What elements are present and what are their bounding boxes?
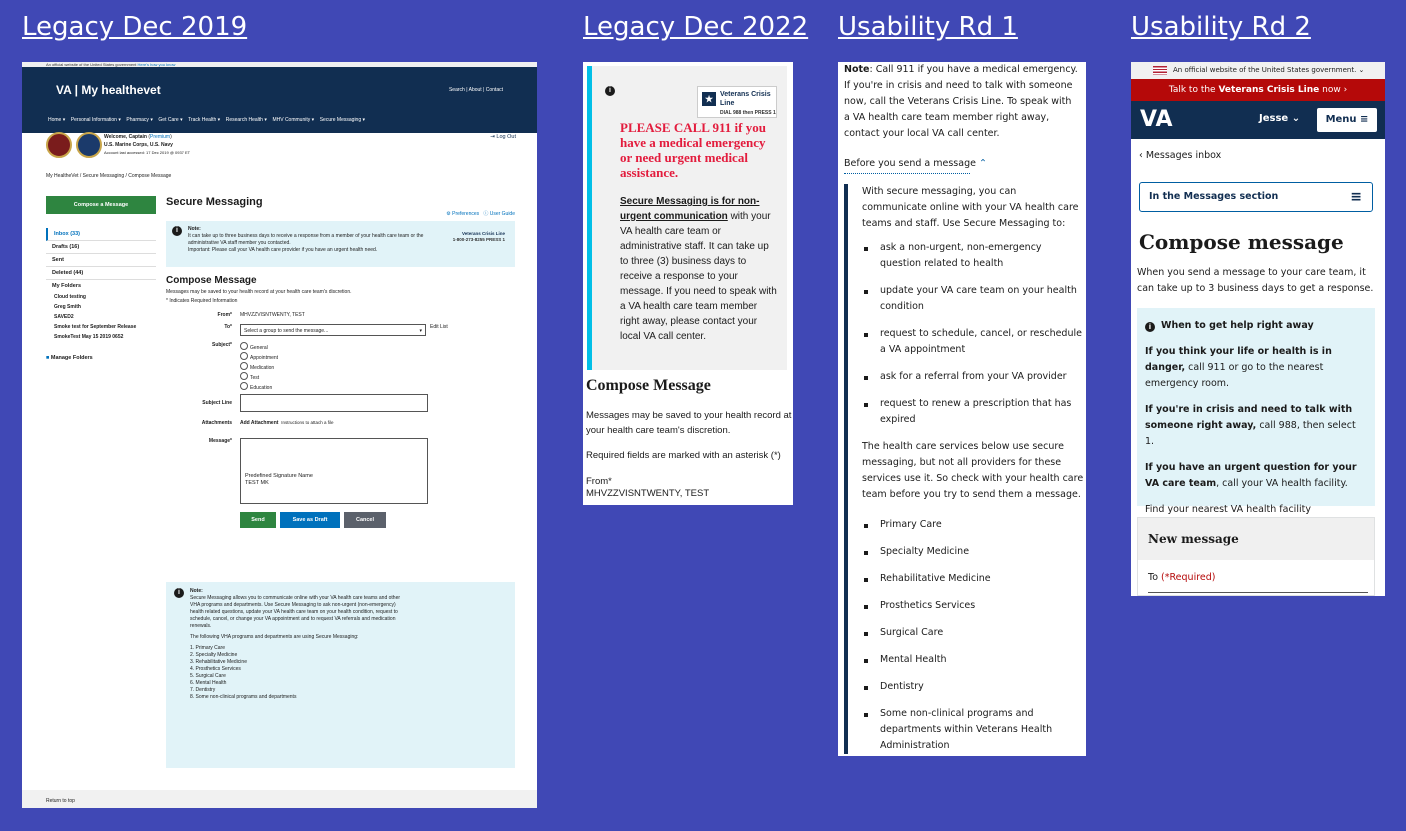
subject-row: Subject* General Appointment Medication Test Education xyxy=(211,342,279,391)
chevron-down-icon: ⌄ xyxy=(1358,66,1365,74)
navy-seal-icon xyxy=(76,132,102,158)
accordion-content: With secure messaging, you can communicate online with your VA health care teams and staff. Use Secure Messaging to: ask a non-urgent, non-emergency question related to health update your VA care team on your health condition request to schedule, cancel, or reschedule a VA appointment ask for a referral from your VA provider request to renew a prescription that has expired The health care services below use secure messaging, but not all providers for these services use it. So check with your health care team before you try to send them a message. Primary Care Specialty Medicine Rehabilitative Medicine Prosthetics Services Surgical Care Mental Health Dentistry Some non-clinical programs and departments within Veterans Health Administration xyxy=(844,184,1084,754)
facility-locator-link[interactable]: Find your nearest VA health facility xyxy=(1145,504,1311,515)
user-menu[interactable]: Jesse ⌄ xyxy=(1259,113,1301,124)
list-item: Specialty Medicine xyxy=(862,544,1084,560)
va-logo[interactable]: VA xyxy=(1140,107,1173,132)
list-item: Prosthetics Services xyxy=(862,598,1084,614)
add-attachment-link[interactable]: Add Attachment xyxy=(240,420,279,426)
menu-button[interactable]: Menu ≡ xyxy=(1317,108,1377,132)
chevron-down-icon: ⌄ xyxy=(1291,113,1301,124)
from-field: From* MHVZZVISNTWENTY, TEST xyxy=(586,476,710,499)
list-item: 8. Some non-clinical programs and departments xyxy=(190,694,297,700)
section-nav-button[interactable]: In the Messages section ≡ xyxy=(1139,182,1373,212)
from-row: From* MHVZZVISNTWENTY, TEST xyxy=(217,312,305,318)
column-title-usability-rd2: Usability Rd 2 xyxy=(1131,12,1311,42)
nav-item[interactable]: Secure Messaging xyxy=(319,117,362,123)
folder-deleted[interactable]: Deleted (44) xyxy=(46,267,156,280)
branch-text: U.S. Marine Corps, U.S. Navy xyxy=(104,142,173,148)
return-to-top-link[interactable]: Return to top xyxy=(46,798,75,804)
info-icon: i xyxy=(172,226,182,236)
list-item: Surgical Care xyxy=(862,625,1084,641)
list-item: 2. Specialty Medicine xyxy=(190,652,238,658)
call-988-link[interactable]: 988 xyxy=(1278,420,1297,431)
back-link[interactable]: ‹ Messages inbox xyxy=(1139,150,1222,161)
info-icon: i xyxy=(605,86,615,96)
mhv-logo[interactable]: VA | My healthevet xyxy=(56,83,161,97)
subject-radio[interactable]: Education xyxy=(240,382,278,392)
attach-instructions-link[interactable]: Instructions to attach a file xyxy=(281,420,334,425)
nav-item[interactable]: Personal Information xyxy=(70,117,117,123)
chevron-down-icon: ▾ xyxy=(419,328,422,334)
legacy-2019-screenshot xyxy=(22,62,537,808)
legacy-2022-screenshot: i ★ Veterans Crisis Line DIAL 988 then PRESS 1 PLEASE CALL 911 if you have a medical emergency or need urgent medical assistance. Secure Messaging is for non-urgent communication with your VA health care team or administrative staff. It can take up to three (3) business days to receive a response to your message. If you need to speak with a VA health care team member right away, please contact your local VA call center. Compose Message Messages may be saved to your health record at your health care team's discretion. Required fields are marked with an asterisk (*) From* MHVZZVISNTWENTY, TEST xyxy=(583,62,793,505)
hamburger-icon: ≡ xyxy=(1350,189,1362,205)
nav-item[interactable]: Pharmacy xyxy=(126,117,149,123)
nav-item[interactable]: Get Care xyxy=(158,117,179,123)
column-title-legacy-2019: Legacy Dec 2019 xyxy=(22,12,248,42)
site-header xyxy=(22,67,537,133)
help-alert: i When to get help right away If you think your life or health is in danger, call 911 or go to the nearest emergency room. If you're in crisis and need to talk with someone right away, call 988, then select 1. If you have an urgent question for your VA care team, call your VA health facility. Find your nearest VA health facility xyxy=(1137,308,1375,506)
list-item: Mental Health xyxy=(862,652,1084,668)
list-item: Rehabilitative Medicine xyxy=(862,571,1084,587)
welcome-text: Welcome, Captain xyxy=(104,134,147,140)
send-button[interactable]: Send xyxy=(240,512,276,528)
gov-banner[interactable]: An official website of the United States government. ⌄ xyxy=(1131,62,1385,79)
nav-item[interactable]: Home xyxy=(48,117,62,123)
logout-icon: ⇥ xyxy=(490,134,495,140)
folder-icon: ■ xyxy=(46,355,50,361)
message-row: Message* Predefined Signature Name TEST MK xyxy=(166,438,515,512)
list-item: Primary Care xyxy=(862,517,1084,533)
my-folders-heading: My Folders xyxy=(52,283,82,289)
list-item: 4. Prosthetics Services xyxy=(190,666,241,672)
hamburger-icon: ≡ xyxy=(1360,114,1369,125)
secure-messaging-note: i Note: Secure Messaging allows you to communicate online with your VA health care teams and other VHA programs and departments. Use Secure Messaging to ask non-urgent (non-emergency) health related questions, update your VA health care team on your health condition, request to schedule, cancel, or change your VA appointment and to request VA referrals and medication renewals. The following VHA programs and departments are using Secure Messaging: 1. Primary Care 2. Specialty Medicine 3. Rehabilitative Medicine 4. Prosthetics Services 5. Surgical Care 6. Mental Health 7. Dentistry 8. Some non-clinical programs and departments xyxy=(166,582,515,768)
last-accessed: Account last accessed: 17 Dec 2019 @ 0937 ET xyxy=(104,150,191,155)
compose-title: Compose Message xyxy=(586,377,711,394)
chevron-right-icon: › xyxy=(1343,85,1348,95)
list-item: update your VA care team on your health condition xyxy=(862,283,1084,315)
folder-inbox[interactable]: Inbox (33) xyxy=(46,228,156,241)
list-item: 3. Rehabilitative Medicine xyxy=(190,659,247,665)
list-item: 1. Primary Care xyxy=(190,645,226,651)
subject-radio[interactable]: Medication xyxy=(240,362,278,372)
custom-folder[interactable]: Smoke test for September Release xyxy=(54,324,137,330)
list-item: Some non-clinical programs and departments within Veterans Health Administration xyxy=(862,706,1084,754)
footer xyxy=(22,790,537,808)
custom-folder[interactable]: Cloud testing xyxy=(54,294,86,300)
preferences-link[interactable]: ⚙ Preferences xyxy=(446,211,480,217)
column-title-usability-rd1: Usability Rd 1 xyxy=(838,12,1018,42)
compose-message-button[interactable]: Compose a Message xyxy=(46,196,156,214)
subject-line-input[interactable] xyxy=(240,394,428,412)
list-item: request to schedule, cancel, or reschedule a VA appointment xyxy=(862,326,1084,358)
list-item: 7. Dentistry xyxy=(190,687,216,693)
to-label: To (*Required) xyxy=(1148,572,1216,583)
to-row: To* Select a group to send the message... ▾ Edit List xyxy=(166,324,515,342)
welcome-bar: Welcome, Captain (Premium) U.S. Marine Corps, U.S. Navy Account last accessed: 17 Dec 2019 @ 0937 ET ⇥ Log Out xyxy=(46,132,516,162)
cancel-button[interactable]: Cancel xyxy=(344,512,386,528)
call-911-link[interactable]: 911 xyxy=(896,64,915,75)
premium-badge: Premium xyxy=(150,134,171,140)
subject-radio[interactable]: Appointment xyxy=(240,352,278,362)
list-item: ask a non-urgent, non-emergency question related to health xyxy=(862,240,1084,272)
gov-banner: An official website of the United States government Here's how you know xyxy=(22,62,537,67)
custom-folder[interactable]: SAVED2 xyxy=(54,314,74,320)
before-you-send-accordion[interactable]: Before you send a message ⌃ xyxy=(844,158,987,169)
page-title: Secure Messaging xyxy=(166,196,263,208)
to-select[interactable]: Select a group to send the message... ▾ xyxy=(240,324,426,336)
marine-corps-seal-icon xyxy=(46,132,72,158)
custom-folder[interactable]: Greg Smith xyxy=(54,304,81,310)
header-links[interactable]: Search | About | Contact xyxy=(448,87,503,93)
subject-radio[interactable]: Test xyxy=(240,372,278,382)
manage-folders-link[interactable]: ■ Manage Folders xyxy=(46,355,93,361)
call-911-link[interactable]: 911 xyxy=(1207,362,1226,373)
subject-radio[interactable]: General xyxy=(240,342,278,352)
urgent-notice: PLEASE CALL 911 if you have a medical emergency or need urgent medical assistance. xyxy=(620,120,766,180)
nav-item[interactable]: Research Health xyxy=(225,117,263,123)
list-item: 5. Surgical Care xyxy=(190,673,226,679)
nav-item[interactable]: Track Health xyxy=(188,117,217,123)
column-title-legacy-2022: Legacy Dec 2022 xyxy=(583,12,809,42)
list-item: ask for a referral from your VA provider xyxy=(862,369,1084,385)
chevron-up-icon: ⌃ xyxy=(979,158,987,169)
gov-banner-link[interactable]: Here's how you know xyxy=(137,62,176,67)
emergency-note: Note: Call 911 if you have a medical emergency. If you're in crisis and need to talk with someone now, call the Veterans Crisis Line. To speak with a VA health care team member right away, contact your local VA call center. xyxy=(844,64,1078,139)
folder-drafts[interactable]: Drafts (16) xyxy=(46,241,156,254)
custom-folder[interactable]: SmokeTest May 15 2019 0652 xyxy=(54,334,124,340)
crisis-line-banner[interactable]: Talk to the Veterans Crisis Line now › xyxy=(1131,79,1385,101)
folder-sidebar xyxy=(46,228,156,364)
site-header xyxy=(1131,101,1385,139)
crisis-line-link[interactable]: Veterans Crisis Line xyxy=(907,96,1002,107)
main-nav: Home ▾ Personal Information ▾ Pharmacy ▾ Get Care ▾ Track Health ▾ Research Health ▾ MHV Community ▾ Secure Messaging ▾ xyxy=(48,117,366,123)
info-note: i Note: It can take up to three business days to receive a response from a member of your health care team or the administrative VA staff member you contacted. Important: Please call your VA health care provider if you have an urgent health need. Veterans Crisis Line 1-800-273-8255 PRESS 1 xyxy=(166,221,515,267)
main-content: Secure Messaging ⚙ Preferences ⓘ User Guide i Note: It can take up to three business days to receive a response from a member of your health care team or the administrative VA staff member you contacted. Important: Please call your VA health care provider if you have an urgent health need. Veterans Crisis Line 1-800-273-8255 PRESS 1 Compose Message Messages may be saved to your health record at your health care team's discretion. * Indicates Required Information From* MHVZZVISNTWENTY, TEST To* Select a group to send the message... ▾ Edit List Subject* General Appointment Medication Test Education Subject Line Attachments Add Attachment Instructions to attach a file Message* Predefined Signature Name TEST MK Send Save as Draft Cancel xyxy=(166,196,515,530)
crisis-line-logo[interactable]: ★ Veterans Crisis Line DIAL 988 then PRESS 1 xyxy=(697,86,777,118)
page-title: Compose message xyxy=(1139,230,1344,254)
attachments-row: Attachments Add Attachment Instructions to attach a file xyxy=(201,420,334,426)
nav-item[interactable]: MHV Community xyxy=(272,117,311,123)
user-guide-link[interactable]: ⓘ User Guide xyxy=(483,211,515,217)
subject-line-row: Subject Line xyxy=(166,394,515,420)
new-message-heading: New message xyxy=(1138,518,1374,560)
list-item: Dentistry xyxy=(862,679,1084,695)
usability-rd2-screenshot: An official website of the United States government. ⌄ Talk to the Veterans Crisis Line now › VA Jesse ⌄ Menu ≡ ‹ Messages inbox In the Messages section ≡ Compose message When you send a message to your care team, it can take up to 3 business days to get a response. i When to get help right away If you think your life or health is in danger, call 911 or go to the nearest emergency room. If you're in crisis and need to talk with someone right away, call 988, then select 1. If you have an urgent question for your VA care team, call your VA health facility. Find your nearest VA health facility New message To (*Required) xyxy=(1131,62,1385,596)
crisis-alert: i ★ Veterans Crisis Line DIAL 988 then PRESS 1 PLEASE CALL 911 if you have a medical emergency or need urgent medical assistance. Secure Messaging is for non-urgent communication with your VA health care team or administrative staff. It can take up to three (3) business days to receive a response to your message. If you need to speak with a VA health care team member right away, please contact your local VA call center. xyxy=(587,66,787,370)
message-textarea[interactable]: Predefined Signature Name TEST MK xyxy=(240,438,428,504)
save-draft-button[interactable]: Save as Draft xyxy=(280,512,340,528)
edit-list-link[interactable]: Edit List xyxy=(430,324,448,330)
list-item: request to renew a prescription that has expired xyxy=(862,396,1084,428)
breadcrumb[interactable]: My HealtheVet / Secure Messaging / Compose Message xyxy=(46,173,172,179)
logout-link[interactable]: ⇥ Log Out xyxy=(490,134,516,140)
folder-sent[interactable]: Sent xyxy=(46,254,156,267)
info-icon: i xyxy=(1145,322,1155,332)
compose-title: Compose Message xyxy=(166,275,257,286)
from-value: MHVZZVISNTWENTY, TEST xyxy=(240,312,305,318)
crisis-line-logo[interactable]: Veterans Crisis Line 1-800-273-8255 PRESS 1 xyxy=(452,231,505,242)
usability-rd1-screenshot xyxy=(838,62,1086,756)
recipient-select[interactable] xyxy=(1148,592,1368,595)
list-item: 6. Mental Health xyxy=(190,680,227,686)
new-message-form xyxy=(1137,517,1375,596)
info-icon: i xyxy=(174,588,184,598)
